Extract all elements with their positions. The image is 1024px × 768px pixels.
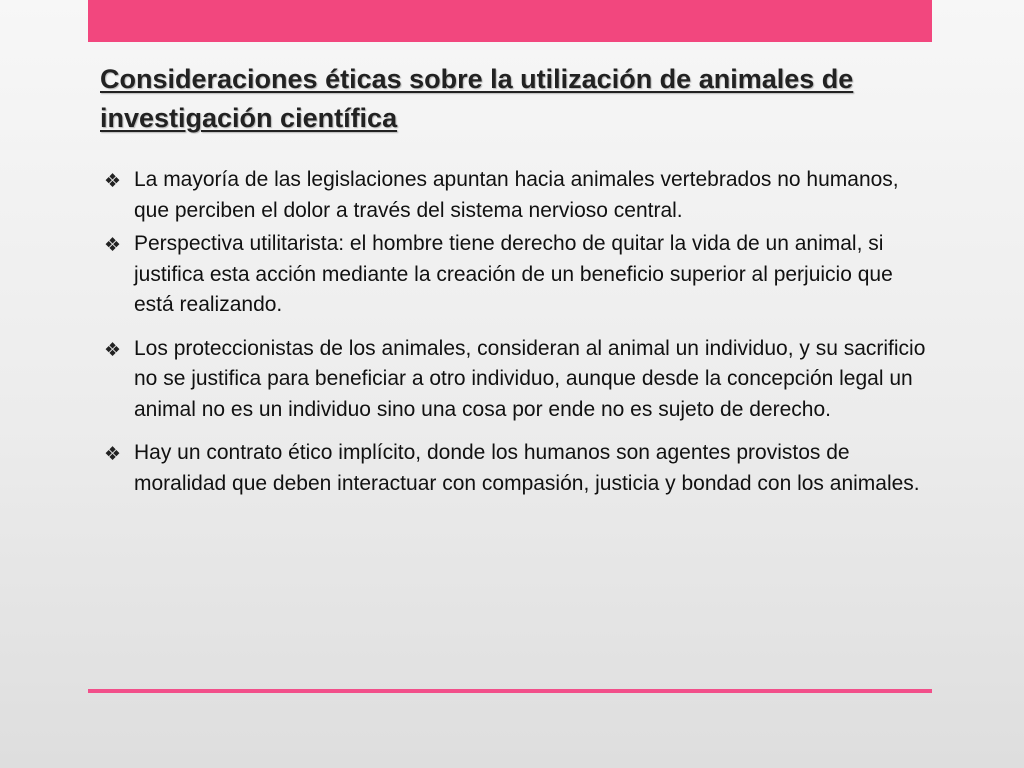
diamond-bullet-icon: ❖: [104, 443, 122, 465]
diamond-bullet-icon: ❖: [104, 170, 122, 192]
slide-title: Consideraciones éticas sobre la utilización de animales de investigación científica: [100, 64, 854, 133]
bullet-item-4: [100, 438, 930, 499]
bullet-text-1: La mayoría de las legislaciones apuntan hacia animales vertebrados no humanos, que perciben el dolor a través del sistema nervioso central.: [134, 168, 899, 222]
diamond-bullet-icon: ❖: [104, 338, 122, 361]
bullet-text-3: Los proteccionistas de los animales, consideran al animal un individuo, y su sacrificio no se justifica para beneficiar a otro individuo, aunque desde la concepción legal un animal no es un individuo sino una cosa por ende no es sujeto de derecho.: [134, 336, 926, 421]
bullet-item-1: [100, 165, 930, 226]
diamond-bullet-icon: ❖: [104, 234, 122, 256]
top-accent-bar: [88, 0, 932, 42]
bullet-text-2: Perspectiva utilitarista: el hombre tiene derecho de quitar la vida de un animal, si justifica esta acción mediante la creación de un beneficio superior al perjuicio que está realizando.: [134, 232, 893, 316]
bullet-item-3: [100, 334, 930, 426]
bottom-accent-line: [88, 689, 932, 693]
bullet-item-2: [100, 229, 930, 321]
bullet-list: [100, 165, 930, 499]
bullet-text-4: Hay un contrato ético implícito, donde los humanos son agentes provistos de moralidad que deben interactuar con compasión, justicia y bondad con los animales.: [134, 441, 920, 495]
